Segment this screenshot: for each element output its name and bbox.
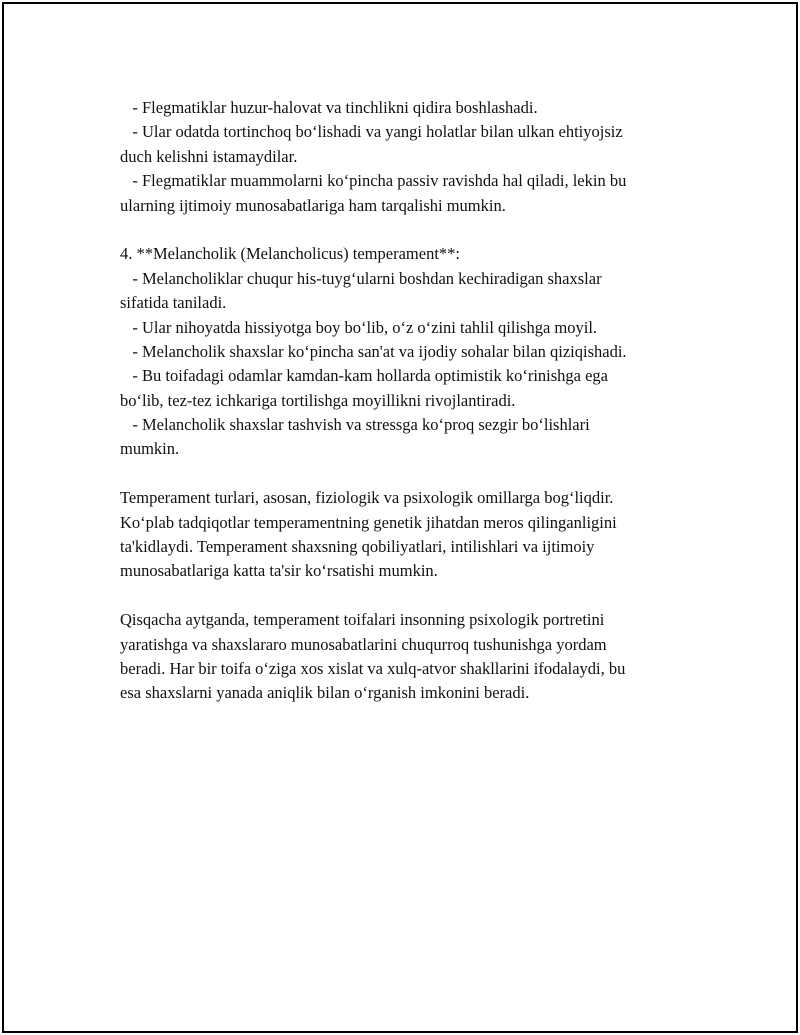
text-line: - Ular odatda tortinchoq bo‘lishadi va yangi holatlar bilan ulkan ehtiyojsiz [120, 122, 623, 142]
text-line: ta'kidlaydi. Temperament shaxsning qobiliyatlari, intilishlari va ijtimoiy [120, 537, 595, 557]
text-line: - Melancholik shaxslar ko‘pincha san'at va ijodiy sohalar bilan qiziqishadi. [120, 341, 627, 361]
text-line: 4. **Melancholik (Melancholicus) temperament**: [120, 244, 460, 264]
text-line: esa shaxslarni yanada aniqlik bilan o‘rganish imkonini beradi. [120, 683, 530, 703]
text-line: mumkin. [120, 439, 180, 459]
text-line: - Ular nihoyatda hissiyotga boy bo‘lib, o‘z o‘zini tahlil qilishga moyil. [120, 317, 598, 337]
text-line: - Melancholiklar chuqur his-tuyg‘ularni boshdan kechiradigan shaxslar [120, 268, 602, 288]
text-line: Temperament turlari, asosan, fiziologik va psixologik omillarga bog‘liqdir. [120, 488, 614, 508]
text-line: ularning ijtimoiy munosabatlariga ham tarqalishi mumkin. [120, 195, 506, 215]
paragraph-spacer [120, 584, 700, 608]
text-line: Qisqacha aytganda, temperament toifalari insonning psixologik portretini [120, 610, 605, 630]
paragraph-spacer [120, 462, 700, 486]
paragraph-spacer [120, 218, 700, 242]
text-line: munosabatlariga katta ta'sir ko‘rsatishi mumkin. [120, 561, 438, 581]
text-line: beradi. Har bir toifa o‘ziga xos xislat va xulq-atvor shakllarini ifodalaydi, bu [120, 658, 626, 678]
document-body [120, 96, 700, 706]
text-line: - Bu toifadagi odamlar kamdan-kam hollarda optimistik ko‘rinishga ega [120, 366, 608, 386]
text-line: Ko‘plab tadqiqotlar temperamentning genetik jihatdan meros qilinganligini [120, 512, 617, 532]
document-page [2, 2, 798, 1033]
text-line: - Flegmatiklar muammolarni ko‘pincha passiv ravishda hal qiladi, lekin bu [120, 171, 627, 191]
text-line: bo‘lib, tez-tez ichkariga tortilishga moyillikni rivojlantiradi. [120, 390, 516, 410]
text-line: - Flegmatiklar huzur-halovat va tinchlikni qidira boshlashadi. [120, 98, 538, 117]
text-line: - Melancholik shaxslar tashvish va stressga ko‘proq sezgir bo‘lishlari [120, 415, 590, 435]
text-line: sifatida taniladi. [120, 293, 227, 313]
text-line: duch kelishni istamaydilar. [120, 146, 298, 166]
text-line: yaratishga va shaxslararo munosabatlarini chuqurroq tushunishga yordam [120, 634, 607, 654]
